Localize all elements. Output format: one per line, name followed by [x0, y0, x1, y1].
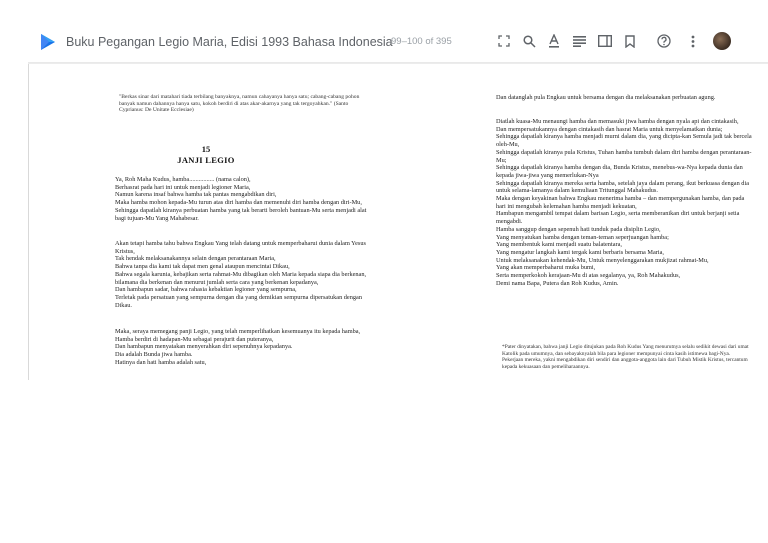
contents-icon[interactable]	[571, 33, 587, 49]
two-page-view-icon[interactable]	[597, 33, 613, 49]
profile-avatar[interactable]	[713, 32, 731, 50]
text-line: Maka hamba mohon kepada-Mu turun atas diri hamba dan memenuhi diri hamba dengan diri-Mu,	[115, 199, 362, 207]
text-format-icon[interactable]	[546, 33, 562, 49]
text-line: Hatinya dan hati hamba adalah satu,	[115, 358, 207, 366]
chapter-number: 15	[201, 144, 211, 154]
text-line: Sehingga dapatlah kiranya pula Kristus, Tuhan hamba tumbuh dalam diri hamba dengan perantaraan-Mu;	[496, 148, 752, 164]
text-line: Diatlah kuasa-Mu menaungi hamba dan memasuki jiwa hamba dengan nyala api dan cintakasih,	[496, 118, 739, 125]
text-line: Dan datanglah pula Engkau untuk bersama dengan dia melaksanakan perbuatan agung.	[496, 94, 716, 101]
text-line: Ya, Roh Maha Kudus, hamba................ (nama calon),	[115, 176, 251, 183]
text-line: Untuk melaksanakan kehendak-Mu, Untuk menyelenggarakan mukjizat rahmat-Mu,	[496, 256, 709, 264]
text-line: Tak hendak melaksanakannya selain dengan perantaraan Maria,	[115, 255, 276, 263]
text-line: Akan tetapi hamba tahu bahwa Engkau Yang telah datang untuk memperbaharui dunia dalam Yesus Kristus,	[115, 240, 366, 255]
text-line: Sehingga dapatlah kiranya hamba menjadi murni dalam dia, yang dicipta-kan Semula jadi tak bercela oleh-Mu,	[496, 133, 752, 149]
text-line: Dan hambapun sadar, bahwa rahasia kebaktian legioner yang sempurna,	[115, 286, 297, 294]
text-line: Dan mempersatukannya dengan cintakasih dan hasrat Maria untuk menyelamatkan dunia;	[496, 125, 723, 133]
reader-toolbar	[0, 0, 768, 62]
text-line: Bahwa segala karunia, kebajikan serta rahmat-Mu dibagikan oleh Maria kepada siapa dia berkenan, bilamana dia berkenan dan menurut jumlah serta cara yang berkenan kepadanya,	[115, 270, 367, 286]
text-line: Terletak pada persatuan yang sempurna dengan dia yang demikian sempurna dipersatukan dengan Dikau.	[115, 293, 362, 309]
bookmark-icon[interactable]	[622, 33, 638, 49]
more-vert-icon[interactable]	[685, 33, 701, 49]
chapter-epigraph: "Berkas sinar dari matahari tiada terbilang banyaknya, namun cahayanya hanya satu; cabang-cabang pohon banyak namun dahannya hanya satu, kokoh berdiri di atas akar-akarnya yang tak tergoyahkan." (Santo Cyprianus: De Unitate Ecclesiae)	[119, 94, 360, 114]
text-line: Maka, seraya memegang panji Legio, yang telah memperlihatkan kesemuanya itu kepada hamba,	[115, 328, 361, 335]
text-line: Hamba sanggup dengan sepenuh hati tunduk pada disiplin Legio,	[496, 225, 661, 233]
text-line: Maka dengan keyakinan bahwa Engkau menerima hamba – dan mempergunakan hamba, dan pada hari ini mengubah kelemahan hamba menjadi kekuatan,	[496, 195, 745, 210]
page-range: 99–100 of 395	[391, 36, 452, 47]
footnote	[502, 344, 752, 370]
prayer-continuation	[496, 118, 753, 287]
text-line: Dan hambapun menyatakan menyerahkan diri sepenuhnya kepadanya.	[115, 343, 293, 351]
text-line: Serta memperkokoh kerajaan-Mu di atas segalanya, ya, Roh Mahakudus,	[496, 272, 681, 280]
fullscreen-icon[interactable]	[496, 33, 512, 49]
left-page	[28, 64, 383, 380]
right-page	[382, 64, 768, 380]
play-books-logo-icon[interactable]	[38, 32, 58, 52]
text-line: Sehingga dapatlah kiranya perbuatan hamba yang tak berarti beroleh bantuan-Mu serta menjadi alat bagi tujuan-Mu Yang Mahabesar.	[115, 206, 367, 222]
text-line: Yang menyatukan hamba dengan teman-teman seperjuangan hamba;	[496, 233, 669, 241]
text-line: Hambapun mengambil tempat dalam barisan Legio, serta memberanikan diri untuk berjanji setia mengabdi.	[496, 210, 740, 226]
text-line: Demi nama Bapa, Putera dan Roh Kudus, Amin.	[496, 279, 619, 287]
text-line: Berhasrat pada hari ini untuk menjadi legioner Maria,	[115, 183, 251, 191]
text-line: Hamba berdiri di hadapan-Mu sebagai perajurit dan puteranya,	[115, 335, 274, 343]
text-line: Yang membentuk kami menjadi suatu balatentara,	[496, 241, 622, 249]
search-icon[interactable]	[521, 33, 537, 49]
text-line: Sehingga dapatlah kiranya mereka serta hamba, setelah jaya dalam perang, ikut berkuasa dengan dia untuk selama-lamanya dalam kemuliaan Tritunggal Mahakudus.	[496, 179, 749, 195]
text-line: Sehingga dapatlah kiranya hamba dengan dia, Bunda Kristus, menebus-wa-Nya kepada dunia dan kepada jiwa-jiwa yang memerlukan-Nya	[496, 164, 743, 179]
prayer-paragraph-1	[115, 176, 370, 222]
prayer-paragraph-2	[115, 240, 370, 309]
text-line: Yang mengatur langkah kami tergak kami berbaris bersama Maria,	[496, 248, 664, 256]
text-line: Yang akan memperbaharui muka bumi,	[496, 264, 596, 272]
help-icon[interactable]	[656, 33, 672, 49]
chapter-title: JANJI LEGIO	[177, 155, 235, 165]
text-line: Dia adalah Bunda jiwa hamba.	[115, 351, 193, 359]
text-line: Namun karena insaf bahwa hamba tak pantas mengabdikan diri,	[115, 191, 277, 199]
text-line: Bahwa tanpa dia kami tak dapat men genal ataupun mencintai Dikau,	[115, 263, 290, 271]
book-title: Buku Pegangan Legio Maria, Edisi 1993 Bahasa Indonesia	[66, 35, 393, 49]
right-intro	[496, 94, 753, 102]
footnote-text: *Pater dinyatakan, bahwa janji Legio ditujukan pada Roh Kudus Yang menurutnya selalu sedikit dewasi dari umat Katolik pada umumnya, dan sebayaknyalah bila para legioner mempunyai cinta kasih istimewa bagi-Nya. Pekerjaan mereka, yakni mengabdikan diri sendiri dan anggota-anggota lain dari Tubuh Mistik Kristus, tercantum kepada kekuasaan dan pemeliharaannya.	[502, 344, 749, 370]
prayer-paragraph-3	[115, 328, 370, 367]
